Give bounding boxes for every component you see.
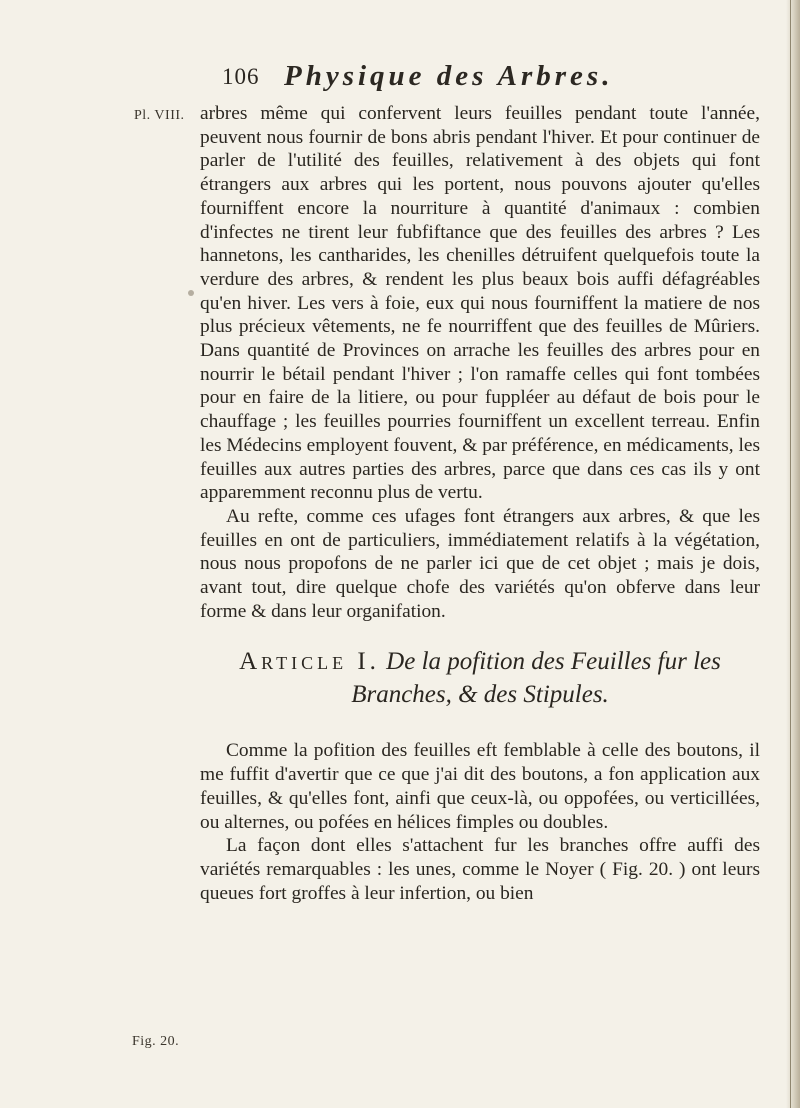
page-edge-line xyxy=(790,0,791,1108)
paragraph: arbres même qui confervent leurs feuilles pendant toute l'année, peuvent nous fournir de bons abris pendant l'hiver. Et pour continuer de parler de l'utilité des feuilles, relativement à des objets qui font étrangers aux arbres qui les portent, nous pouvons ajouter qu'elles fourniffent encore la nourriture à quantité d'animaux : combien d'infectes ne tirent leur fubfiftance que des feuilles des arbres ? Les hannetons, les cantharides, les chenilles détruifent quelquefois toute la verdure des arbres, & rendent les plus beaux bois auffi défagréables qu'en hiver. Les vers à foie, eux qui nous fourniffent la matiere de nos plus précieux vêtements, ne fe nourriffent que des feuilles de Mûriers. Dans quantité de Provinces on arrache les feuilles des arbres pour en nourrir le bétail pendant l'hiver ; l'on ramaffe celles qui font tombées pour en faire de la litiere, ou pour fuppléer au défaut de bois pour le chauffage ; les feuilles pourries fourniffent un excellent terreau. Enfin les Médecins employent fouvent, & par préférence, en médicaments, les feuilles aux autres parties des arbres, parce que dans ces cas ils y ont apparemment reconnu plus de vertu. xyxy=(200,103,760,504)
paragraph: La façon dont elles s'attachent fur les branches offre auffi des variétés remarquables : les unes, comme le Noyer ( Fig. 20. ) ont leurs queues fort groffes à leur infertion, ou bien xyxy=(200,835,760,904)
plate-margin-note: Pl. VIII. xyxy=(134,108,185,123)
figure-margin-note: Fig. 20. xyxy=(132,1034,180,1049)
article-heading xyxy=(200,645,760,711)
article-label: Article I. xyxy=(239,648,380,676)
paragraph: Comme la pofition des feuilles eft femblable à celle des boutons, il me fuffit d'avertir que ce que j'ai dit des boutons, a fon application aux feuilles, & qu'elles font, ainfi que ceux-là, ou oppofées, ou verticillées, ou alternes, ou pofées en hélices fimples ou doubles. xyxy=(200,740,760,833)
page-number: 106 xyxy=(222,64,260,89)
paragraph: Au refte, comme ces ufages font étrangers aux arbres, & que les feuilles en ont de particuliers, immédiatement relatifs à la végétation, nous nous propofons de ne parler ici que de cet objet ; mais je dois, avant tout, dire quelque chofe des variétés qu'on obferve dans leur forme & dans leur organifation. xyxy=(200,505,760,622)
article-title: De la pofition des Feuilles fur les Branches, & des Stipules. xyxy=(351,648,721,709)
running-title: Physique des Arbres. xyxy=(284,60,614,92)
paper-speck xyxy=(188,290,194,296)
page-header xyxy=(0,62,800,102)
main-text xyxy=(200,102,760,905)
page-edge xyxy=(786,0,800,1108)
